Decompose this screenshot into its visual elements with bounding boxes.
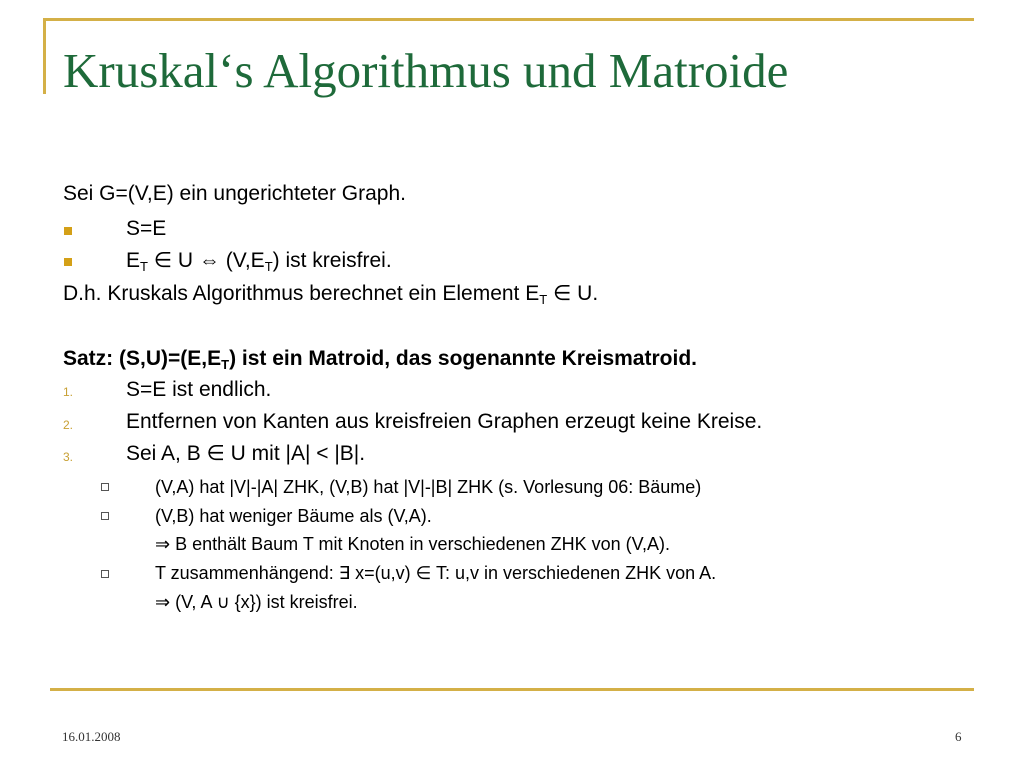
square-bullet-icon <box>64 227 72 235</box>
list-item-text: Entfernen von Kanten aus kreisfreien Graphen erzeugt keine Kreise. <box>126 410 763 433</box>
checkbox-bullet-icon <box>101 483 109 491</box>
frame-left-rule <box>43 18 46 94</box>
bullet-text-2: $E_T$ ∈ U ⇔ $(V,E_T)$ ist kreisfrei. <box>126 249 392 274</box>
sub-item-text: (V,B) hat weniger Bäume als (V,A). <box>155 506 432 526</box>
page-number: 6 <box>955 729 962 744</box>
intro-text: Sei G=(V,E) ein ungerichteter Graph. <box>63 182 406 205</box>
bullet-text-1: S=E <box>126 217 167 240</box>
satz-heading: Satz: $(S,U)=(E,E_T)$ ist ein Matroid, das sogenannte Kreismatroid. <box>63 347 697 372</box>
square-bullet-icon <box>64 258 72 266</box>
footer-date: 16.01.2008 <box>62 729 121 744</box>
sub-item-continuation: ⇒ B enthält Baum T mit Knoten in verschiedenen ZHK von (V,A). <box>155 534 671 554</box>
checkbox-bullet-icon <box>101 512 109 520</box>
slide-title: Kruskal‘s Algorithmus und Matroide <box>63 43 789 98</box>
list-number: 1. <box>63 385 74 399</box>
dh-text: D.h. Kruskals Algorithmus berechnet ein Element $E_T$ ∈ U. <box>63 282 599 307</box>
list-item-text: S=E ist endlich. <box>126 378 272 401</box>
list-item-text: Sei A, B ∈ U mit |A| < |B|. <box>126 442 366 465</box>
list-number: 3. <box>63 450 74 464</box>
sub-item-continuation: ⇒ (V, A ∪ {x}) ist kreisfrei. <box>155 592 358 612</box>
sub-item-text: (V,A) hat |V|-|A| ZHK, (V,B) hat |V|-|B| ZHK (s. Vorlesung 06: Bäume) <box>155 477 702 497</box>
frame-top-rule <box>43 18 974 21</box>
sub-item-text: T zusammenhängend: ∃ x=(u,v) ∈ T: u,v in verschiedenen ZHK von A. <box>155 563 717 583</box>
list-number: 2. <box>63 418 74 432</box>
checkbox-bullet-icon <box>101 570 109 578</box>
footer-rule <box>50 688 974 691</box>
